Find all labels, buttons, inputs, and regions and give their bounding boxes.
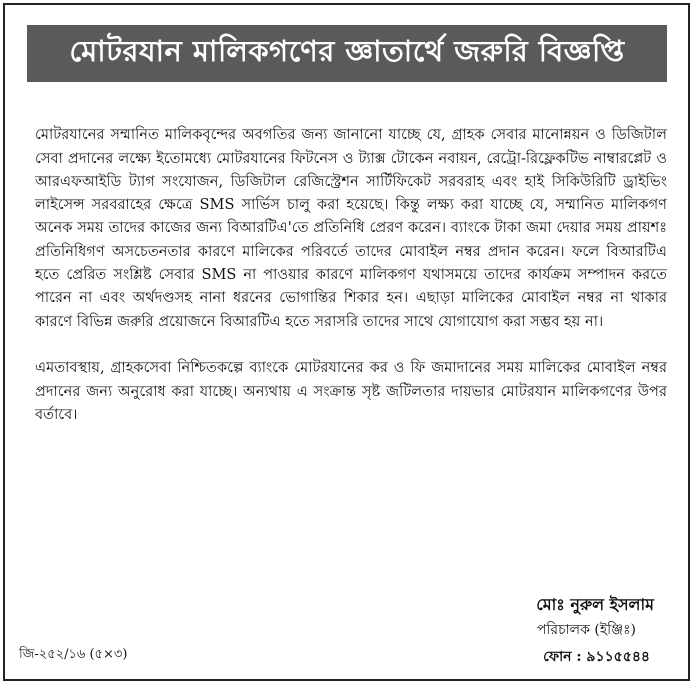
notice-frame [3,3,690,681]
signatory-name: মোঃ নুরুল ইসলাম [536,595,654,614]
notice-body [35,100,667,449]
notice-paragraph-2: এমতাবস্থায়, গ্রাহকসেবা নিশ্চিতকল্পে ব্যাংকে মোটরযানের কর ও ফি জমাদানের সময় মালিকের মোবাইল নম্বর প্রদানের জন্য অনুরোধ করা যাচ্ছে। অন্যথায় এ সংক্রান্ত সৃষ্ট জটিলতার দায়ভার মোটরযান মালিকগণের উপর বর্তাবে। [35,359,667,423]
reference-number: জি-২৫২/১৬ (৫×৩) [19,647,128,662]
notice-title: মোটরযান মালিকগণের জ্ঞাতার্থে জরুরি বিজ্ঞপ্তি [27,25,667,82]
signatory-designation: পরিচালক (ইঞ্জিঃ) [536,622,636,638]
phone-number: ফোন : ৯১১৫৫৪৪ [543,649,650,665]
notice-paragraph-1: মোটরযানের সম্মানিত মালিকবৃন্দের অবগতির জন্য জানানো যাচ্ছে যে, গ্রাহক সেবার মানোন্নয়ন ও ডিজিটাল সেবা প্রদানের লক্ষ্যে ইতোমধ্যে মোটরযানের ফিটনেস ও ট্যাক্স টোকেন নবায়ন, রেট্রো-রিফ্লেকটিভ নাম্বারপ্লেট ও আরএফআইডি ট্যাগ সংযোজন, ডিজিটাল রেজিস্ট্রেশন সার্টিফিকেট সরবরাহ এবং হাই সিকিউরিটি ড্রাইভিং লাইসেন্স সরবরাহের ক্ষেত্রে SMS সার্ভিস চালু করা হয়েছে। কিন্তু লক্ষ্য করা যাচ্ছে যে, সম্মানিত মালিকগণ অনেক সময় তাদের কাজের জন্য বিআরটিএ'তে প্রতিনিধি প্রেরণ করেন। ব্যাংকে টাকা জমা দেয়ার সময় প্রায়শঃ প্রতিনিধিগণ অসচেতনতার কারণে মালিকের পরিবর্তে তাদের মোবাইল নম্বর প্রদান করেন। ফলে বিআরটিএ হতে প্রেরিত সংশ্লিষ্ট সেবার SMS না পাওয়ার কারণে মালিকগণ যথাসময়ে তাদের কার্যক্রম সম্পাদন করতে পারেন না এবং অর্থদণ্ডসহ নানা ধরনের ভোগান্তির শিকার হন। এছাড়া মালিকের মোবাইল নম্বর না থাকার কারণে বিভিন্ন জরুরি প্রয়োজনে বিআরটিএ হতে সরাসরি তাদের সাথে যোগাযোগ করা সম্ভব হয় না। [35,126,668,330]
